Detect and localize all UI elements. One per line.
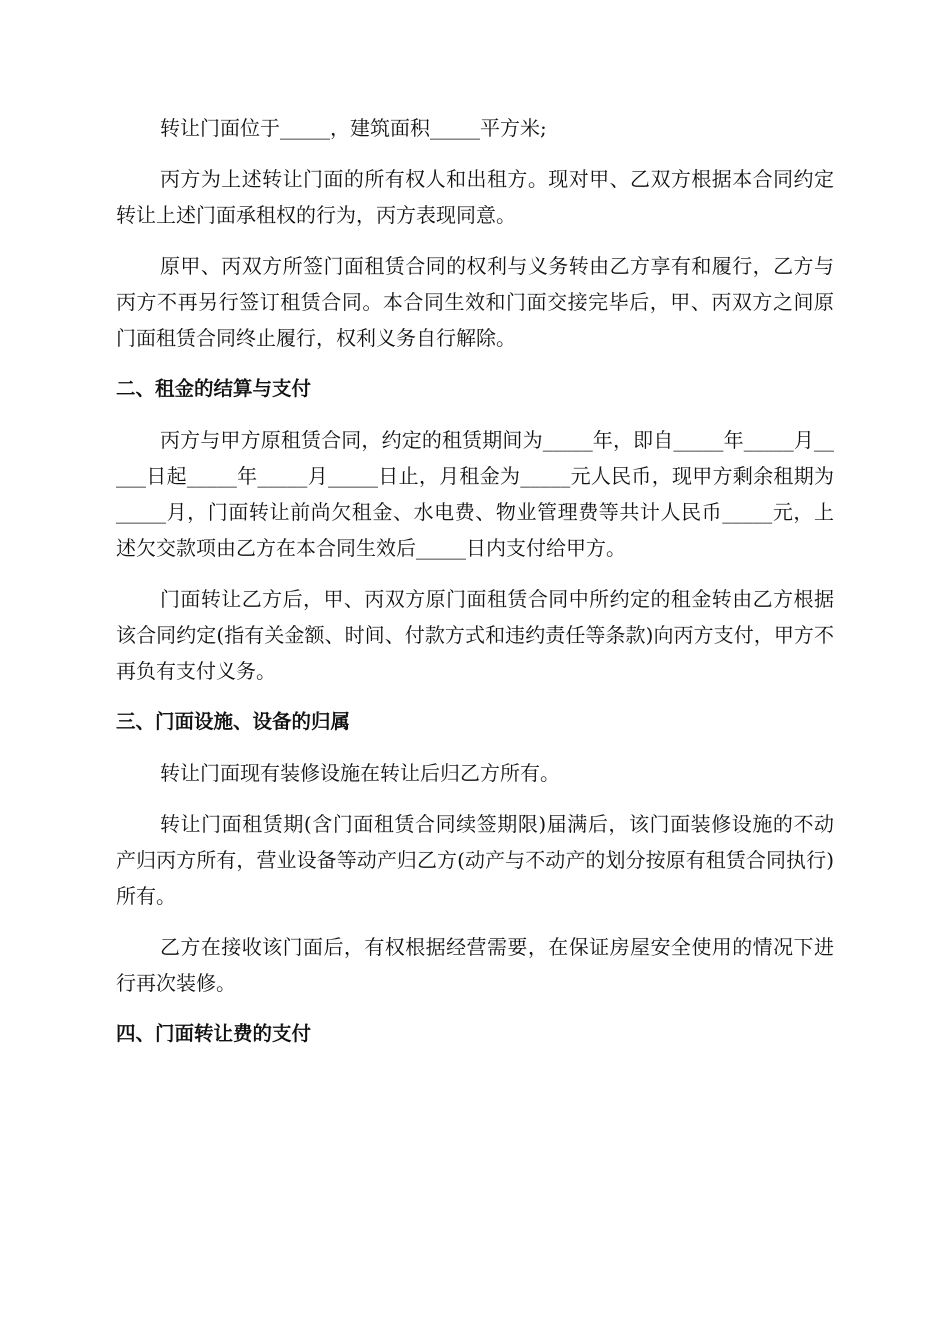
section-heading-facilities: 三、门面设施、设备的归属 [116, 710, 351, 733]
document-page [116, 110, 834, 1067]
section-heading-rent: 二、租金的结算与支付 [116, 377, 312, 400]
paragraph-rent-terms: 丙方与甲方原租赁合同，约定的租赁期间为_____年，即自_____年_____月_____日起_____年_____月_____日止，月租金为_____元人民币，现甲方剩余租期为_____月，门面转让前尚欠租金、水电费、物业管理费等共计人民币_____元，上述欠交款项由乙方在本合同生效后_____日内支付给甲方。 [116, 428, 834, 560]
paragraph-lease-expiry: 转让门面租赁期(含门面租赁合同续签期限)届满后，该门面装修设施的不动产归丙方所有，营业设备等动产归乙方(动产与不动产的划分按原有租赁合同执行)所有。 [116, 812, 834, 908]
paragraph-landlord-consent: 丙方为上述转让门面的所有权人和出租方。现对甲、乙双方根据本合同约定转让上述门面承租权的行为，丙方表现同意。 [116, 167, 834, 227]
paragraph-location-area: 转让门面位于_____，建筑面积_____平方米; [160, 116, 547, 140]
section-heading-transfer-fee: 四、门面转让费的支付 [116, 1022, 312, 1045]
paragraph-redecoration: 乙方在接收该门面后，有权根据经营需要，在保证房屋安全使用的情况下进行再次装修。 [116, 935, 834, 995]
paragraph-decoration-ownership: 转让门面现有装修设施在转让后归乙方所有。 [160, 761, 560, 785]
paragraph-rights-transfer: 原甲、丙双方所签门面租赁合同的权利与义务转由乙方享有和履行，乙方与丙方不再另行签订租赁合同。本合同生效和门面交接完毕后，甲、丙双方之间原门面租赁合同终止履行，权利义务自行解除。 [116, 254, 834, 350]
paragraph-rent-payment: 门面转让乙方后，甲、丙双方原门面租赁合同中所约定的租金转由乙方根据该合同约定(指有关金额、时间、付款方式和违约责任等条款)向丙方支付，甲方不再负有支付义务。 [116, 587, 834, 683]
